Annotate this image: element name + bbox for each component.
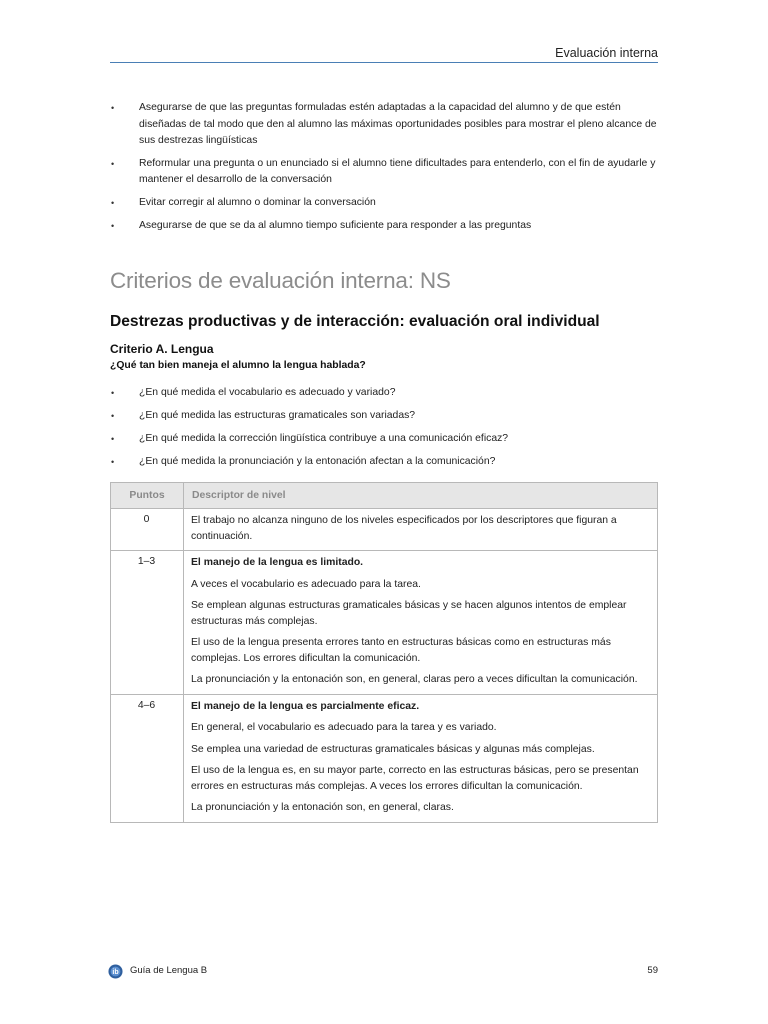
- svg-text:ib: ib: [112, 969, 119, 977]
- descriptor-text: El uso de la lengua presenta errores tanto en estructuras básicas como en estructuras más complejas. Los errores dificultan la comunicación.: [191, 637, 611, 664]
- descriptor-cell: [184, 551, 658, 695]
- guidance-bullet-list: [110, 100, 658, 241]
- descriptor-text: El uso de la lengua es, en su mayor parte, correcto en las estructuras básicas, pero se presentan errores en estructuras más complejas. A veces los errores dificultan la comunicación.: [191, 765, 639, 792]
- descriptor-cell: [184, 694, 658, 822]
- list-item: • Asegurarse de que se da al alumno tiempo suficiente para responder a las preguntas: [110, 218, 658, 235]
- list-item: • Asegurarse de que las preguntas formuladas estén adaptadas a la capacidad del alumno y de que estén diseñadas de tal modo que den al alumno las máximas oportunidades posibles para mostrar el pleno alcance de sus destrezas lingüísticas: [110, 100, 658, 150]
- page-number: 59: [647, 965, 658, 976]
- list-item: • ¿En qué medida la pronunciación y la entonación afectan a la comunicación?: [110, 454, 658, 471]
- descriptor-text: Se emplea una variedad de estructuras gramaticales básicas y algunas más complejas.: [191, 743, 595, 755]
- points-cell: 1–3: [111, 551, 184, 695]
- header-divider: [110, 62, 658, 63]
- table-header-row: [111, 483, 658, 509]
- column-header-points: Puntos: [111, 483, 184, 509]
- criterion-title: Criterio A. Lengua: [110, 342, 214, 356]
- table-row: [111, 694, 658, 822]
- descriptor-text: A veces el vocabulario es adecuado para la tarea.: [191, 578, 421, 590]
- descriptor-heading: El manejo de la lengua es parcialmente eficaz.: [191, 700, 420, 712]
- header-title: Evaluación interna: [555, 46, 658, 60]
- list-item: • ¿En qué medida las estructuras gramaticales son variadas?: [110, 408, 658, 425]
- column-header-descriptor: Descriptor de nivel: [184, 483, 658, 509]
- descriptor-text: Se emplean algunas estructuras gramaticales básicas y se hacen algunos intentos de emplear estructuras más complejas.: [191, 600, 627, 627]
- descriptor-heading: El manejo de la lengua es limitado.: [191, 557, 364, 568]
- footer-guide-title: Guía de Lengua B: [130, 965, 208, 976]
- table-row: [111, 509, 658, 551]
- table-row: [111, 551, 658, 695]
- criterion-question: ¿Qué tan bien maneja el alumno la lengua hablada?: [110, 360, 366, 371]
- points-cell: 4–6: [111, 694, 184, 822]
- descriptor-text: La pronunciación y la entonación son, en general, claras pero a veces dificultan la comunicación.: [191, 674, 638, 685]
- list-item: • ¿En qué medida la corrección lingüística contribuye a una comunicación eficaz?: [110, 431, 658, 448]
- list-item: • ¿En qué medida el vocabulario es adecuado y variado?: [110, 385, 658, 402]
- section-title: Criterios de evaluación interna: NS: [110, 268, 451, 293]
- ib-logo-icon: [108, 964, 123, 979]
- rubric-table: [110, 482, 658, 823]
- sub-heading: Destrezas productivas y de interacción: evaluación oral individual: [110, 313, 600, 330]
- points-cell: 0: [111, 509, 184, 551]
- criterion-question-list: [110, 385, 658, 477]
- descriptor-cell: [184, 509, 658, 551]
- descriptor-text: En general, el vocabulario es adecuado para la tarea y es variado.: [191, 722, 497, 733]
- list-item: • Reformular una pregunta o un enunciado si el alumno tiene dificultades para entenderlo, con el fin de ayudarle y mantener el desarrollo de la conversación: [110, 156, 658, 189]
- descriptor-text: La pronunciación y la entonación son, en general, claras.: [191, 802, 454, 813]
- list-item: • Evitar corregir al alumno o dominar la conversación: [110, 195, 658, 212]
- descriptor-text: El trabajo no alcanza ninguno de los niveles especificados por los descriptores que figuran a continuación.: [191, 515, 617, 542]
